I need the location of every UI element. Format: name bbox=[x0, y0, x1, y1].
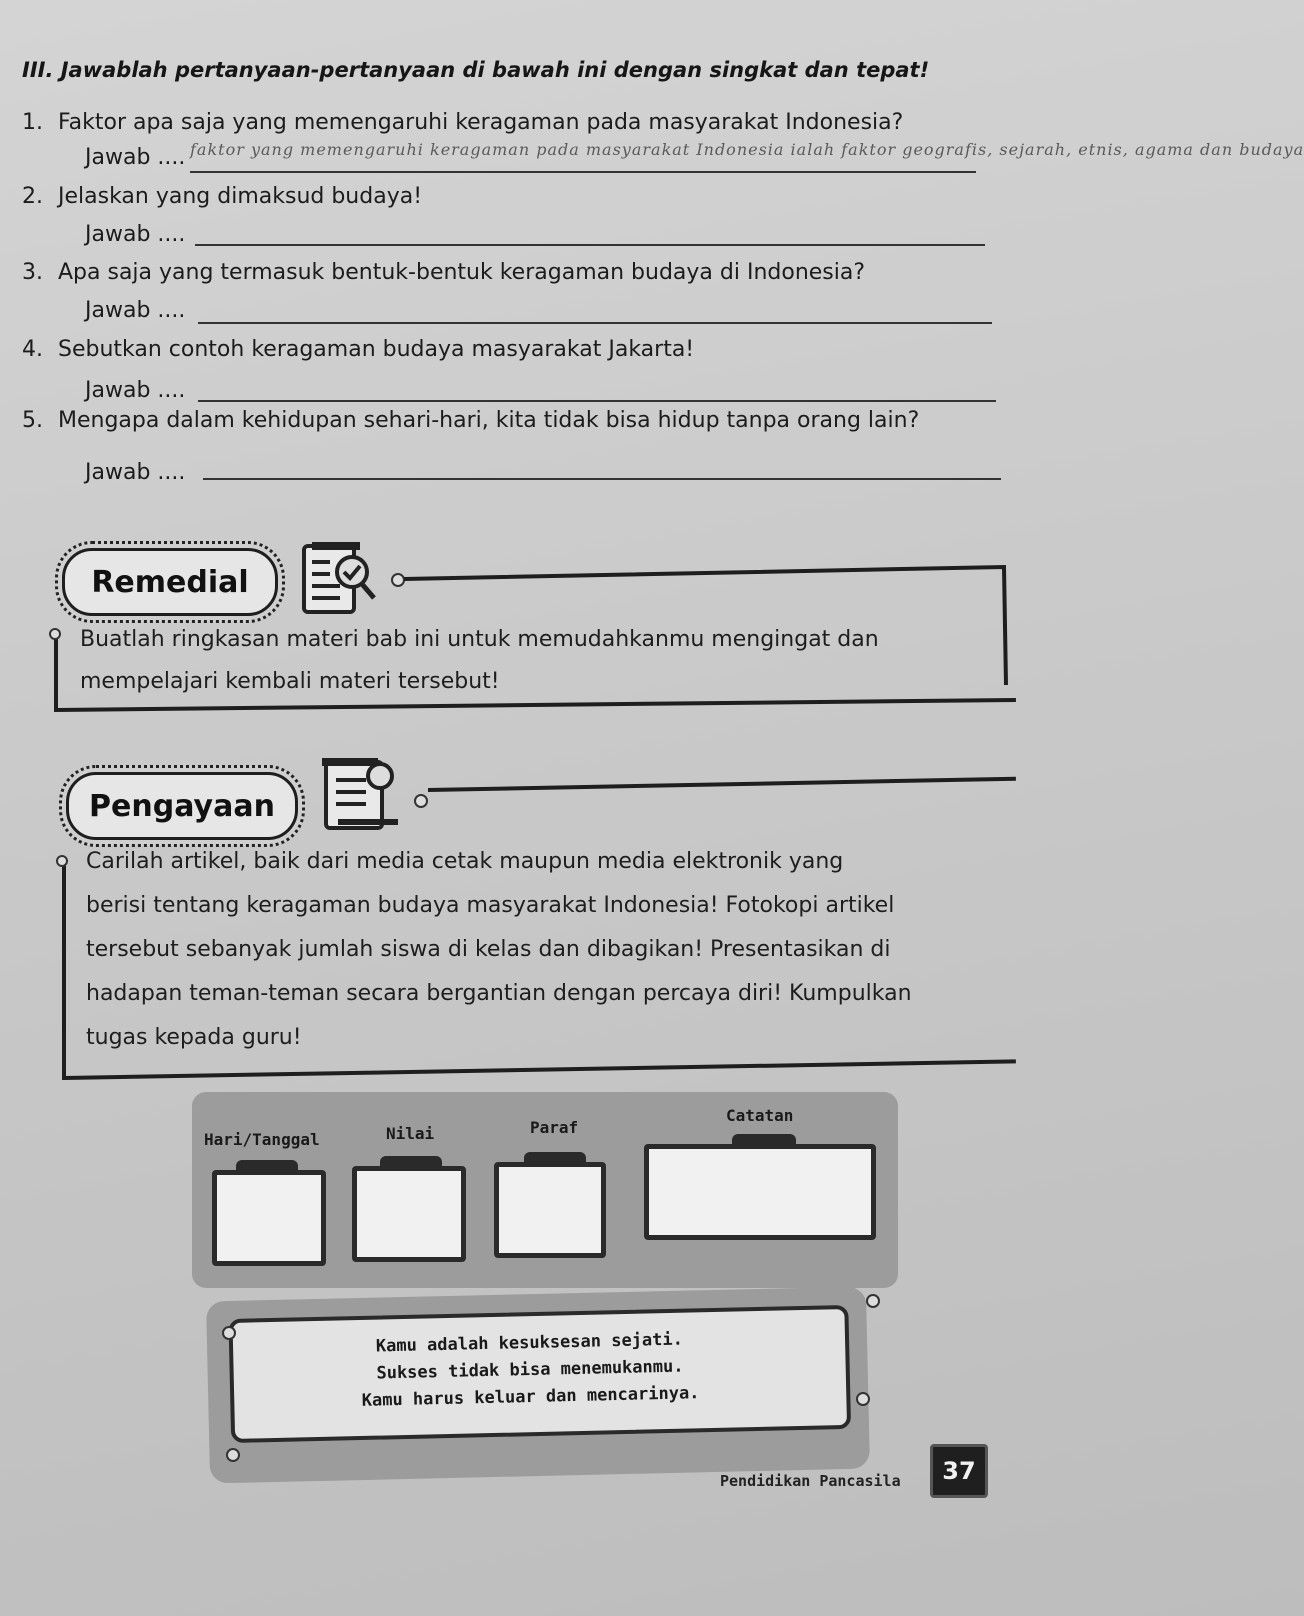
page-number: 37 bbox=[930, 1444, 988, 1498]
connector-ring bbox=[56, 855, 68, 867]
answer-line-5[interactable] bbox=[203, 478, 1001, 480]
answer-line-1[interactable] bbox=[190, 171, 976, 173]
question-number: 2. bbox=[22, 184, 43, 209]
catatan-field[interactable] bbox=[644, 1144, 876, 1240]
answer-label-2: Jawab .... bbox=[85, 222, 186, 247]
question-3 bbox=[22, 260, 865, 285]
answer-line-4[interactable] bbox=[198, 400, 996, 402]
pengayaan-box-bottom bbox=[64, 1059, 1016, 1080]
remedial-text-line2: mempelajari kembali materi tersebut! bbox=[80, 669, 500, 694]
quote-line1: Kamu adalah kesuksesan sejati. bbox=[375, 1329, 684, 1357]
checklist-icon bbox=[300, 540, 380, 620]
answer-line-2[interactable] bbox=[195, 244, 985, 246]
question-text: Apa saja yang termasuk bentuk-bentuk keragaman budaya di Indonesia? bbox=[58, 260, 866, 285]
hari-tanggal-field[interactable] bbox=[212, 1170, 326, 1266]
quote-line2: Sukses tidak bisa menemukanmu. bbox=[376, 1356, 684, 1384]
pengayaan-box-left bbox=[62, 860, 66, 1080]
connector-ring bbox=[414, 794, 428, 808]
question-text: Mengapa dalam kehidupan sehari-hari, kita tidak bisa hidup tanpa orang lain? bbox=[58, 408, 920, 433]
question-number: 1. bbox=[22, 110, 43, 135]
nilai-field[interactable] bbox=[352, 1166, 466, 1262]
question-number: 5. bbox=[22, 408, 43, 433]
pengayaan-title: Pengayaan bbox=[66, 772, 298, 840]
question-number: 4. bbox=[22, 337, 43, 362]
book-title: Pendidikan Pancasila bbox=[720, 1472, 901, 1490]
answer-label-3: Jawab .... bbox=[85, 298, 186, 323]
question-text: Jelaskan yang dimaksud budaya! bbox=[58, 184, 423, 209]
remedial-title: Remedial bbox=[62, 548, 278, 616]
connector-ring bbox=[866, 1294, 880, 1308]
pengayaan-text-line1: Carilah artikel, baik dari media cetak maupun media elektronik yang bbox=[86, 849, 844, 874]
handwritten-answer-1: faktor yang memengaruhi keragaman pada masyarakat Indonesia ialah faktor geografis, sejarah, etnis, agama dan budaya bbox=[190, 140, 1304, 159]
label-hari-tanggal: Hari/Tanggal bbox=[204, 1130, 320, 1149]
answer-label-1: Jawab .... bbox=[85, 145, 186, 170]
quote-text bbox=[249, 1324, 811, 1418]
connector-ring bbox=[226, 1448, 240, 1462]
answer-label-4: Jawab .... bbox=[85, 378, 186, 403]
question-1 bbox=[22, 110, 903, 135]
question-text: Sebutkan contoh keragaman budaya masyarakat Jakarta! bbox=[58, 337, 695, 362]
label-paraf: Paraf bbox=[530, 1118, 579, 1137]
remedial-box-left bbox=[54, 632, 58, 712]
pengayaan-top-line bbox=[428, 777, 1016, 792]
pengayaan-text-line4: hadapan teman-teman secara bergantian dengan percaya diri! Kumpulkan bbox=[86, 981, 912, 1006]
connector-ring bbox=[856, 1392, 870, 1406]
question-5 bbox=[22, 408, 919, 433]
pengayaan-text-line3: tersebut sebanyak jumlah siswa di kelas dan dibagikan! Presentasikan di bbox=[86, 937, 891, 962]
remedial-text-line1: Buatlah ringkasan materi bab ini untuk memudahkanmu mengingat dan bbox=[80, 627, 879, 652]
connector-ring bbox=[222, 1326, 236, 1340]
pengayaan-text-line5: tugas kepada guru! bbox=[86, 1025, 302, 1050]
label-catatan: Catatan bbox=[726, 1106, 794, 1125]
label-nilai: Nilai bbox=[386, 1124, 435, 1143]
quote-line3: Kamu harus keluar dan mencarinya. bbox=[361, 1383, 700, 1411]
question-2 bbox=[22, 184, 422, 209]
question-4 bbox=[22, 337, 694, 362]
section-heading: III. Jawablah pertanyaan-pertanyaan di bawah ini dengan singkat dan tepat! bbox=[22, 58, 930, 82]
connector-ring bbox=[49, 628, 61, 640]
answer-line-3[interactable] bbox=[198, 322, 992, 324]
question-number: 3. bbox=[22, 260, 43, 285]
question-text: Faktor apa saja yang memengaruhi keragaman pada masyarakat Indonesia? bbox=[58, 110, 904, 135]
pengayaan-text-line2: berisi tentang keragaman budaya masyarakat Indonesia! Fotokopi artikel bbox=[86, 893, 895, 918]
connector-ring bbox=[391, 573, 405, 587]
notebook-pen-icon bbox=[318, 756, 408, 836]
answer-label-5: Jawab .... bbox=[85, 460, 186, 485]
paraf-field[interactable] bbox=[494, 1162, 606, 1258]
